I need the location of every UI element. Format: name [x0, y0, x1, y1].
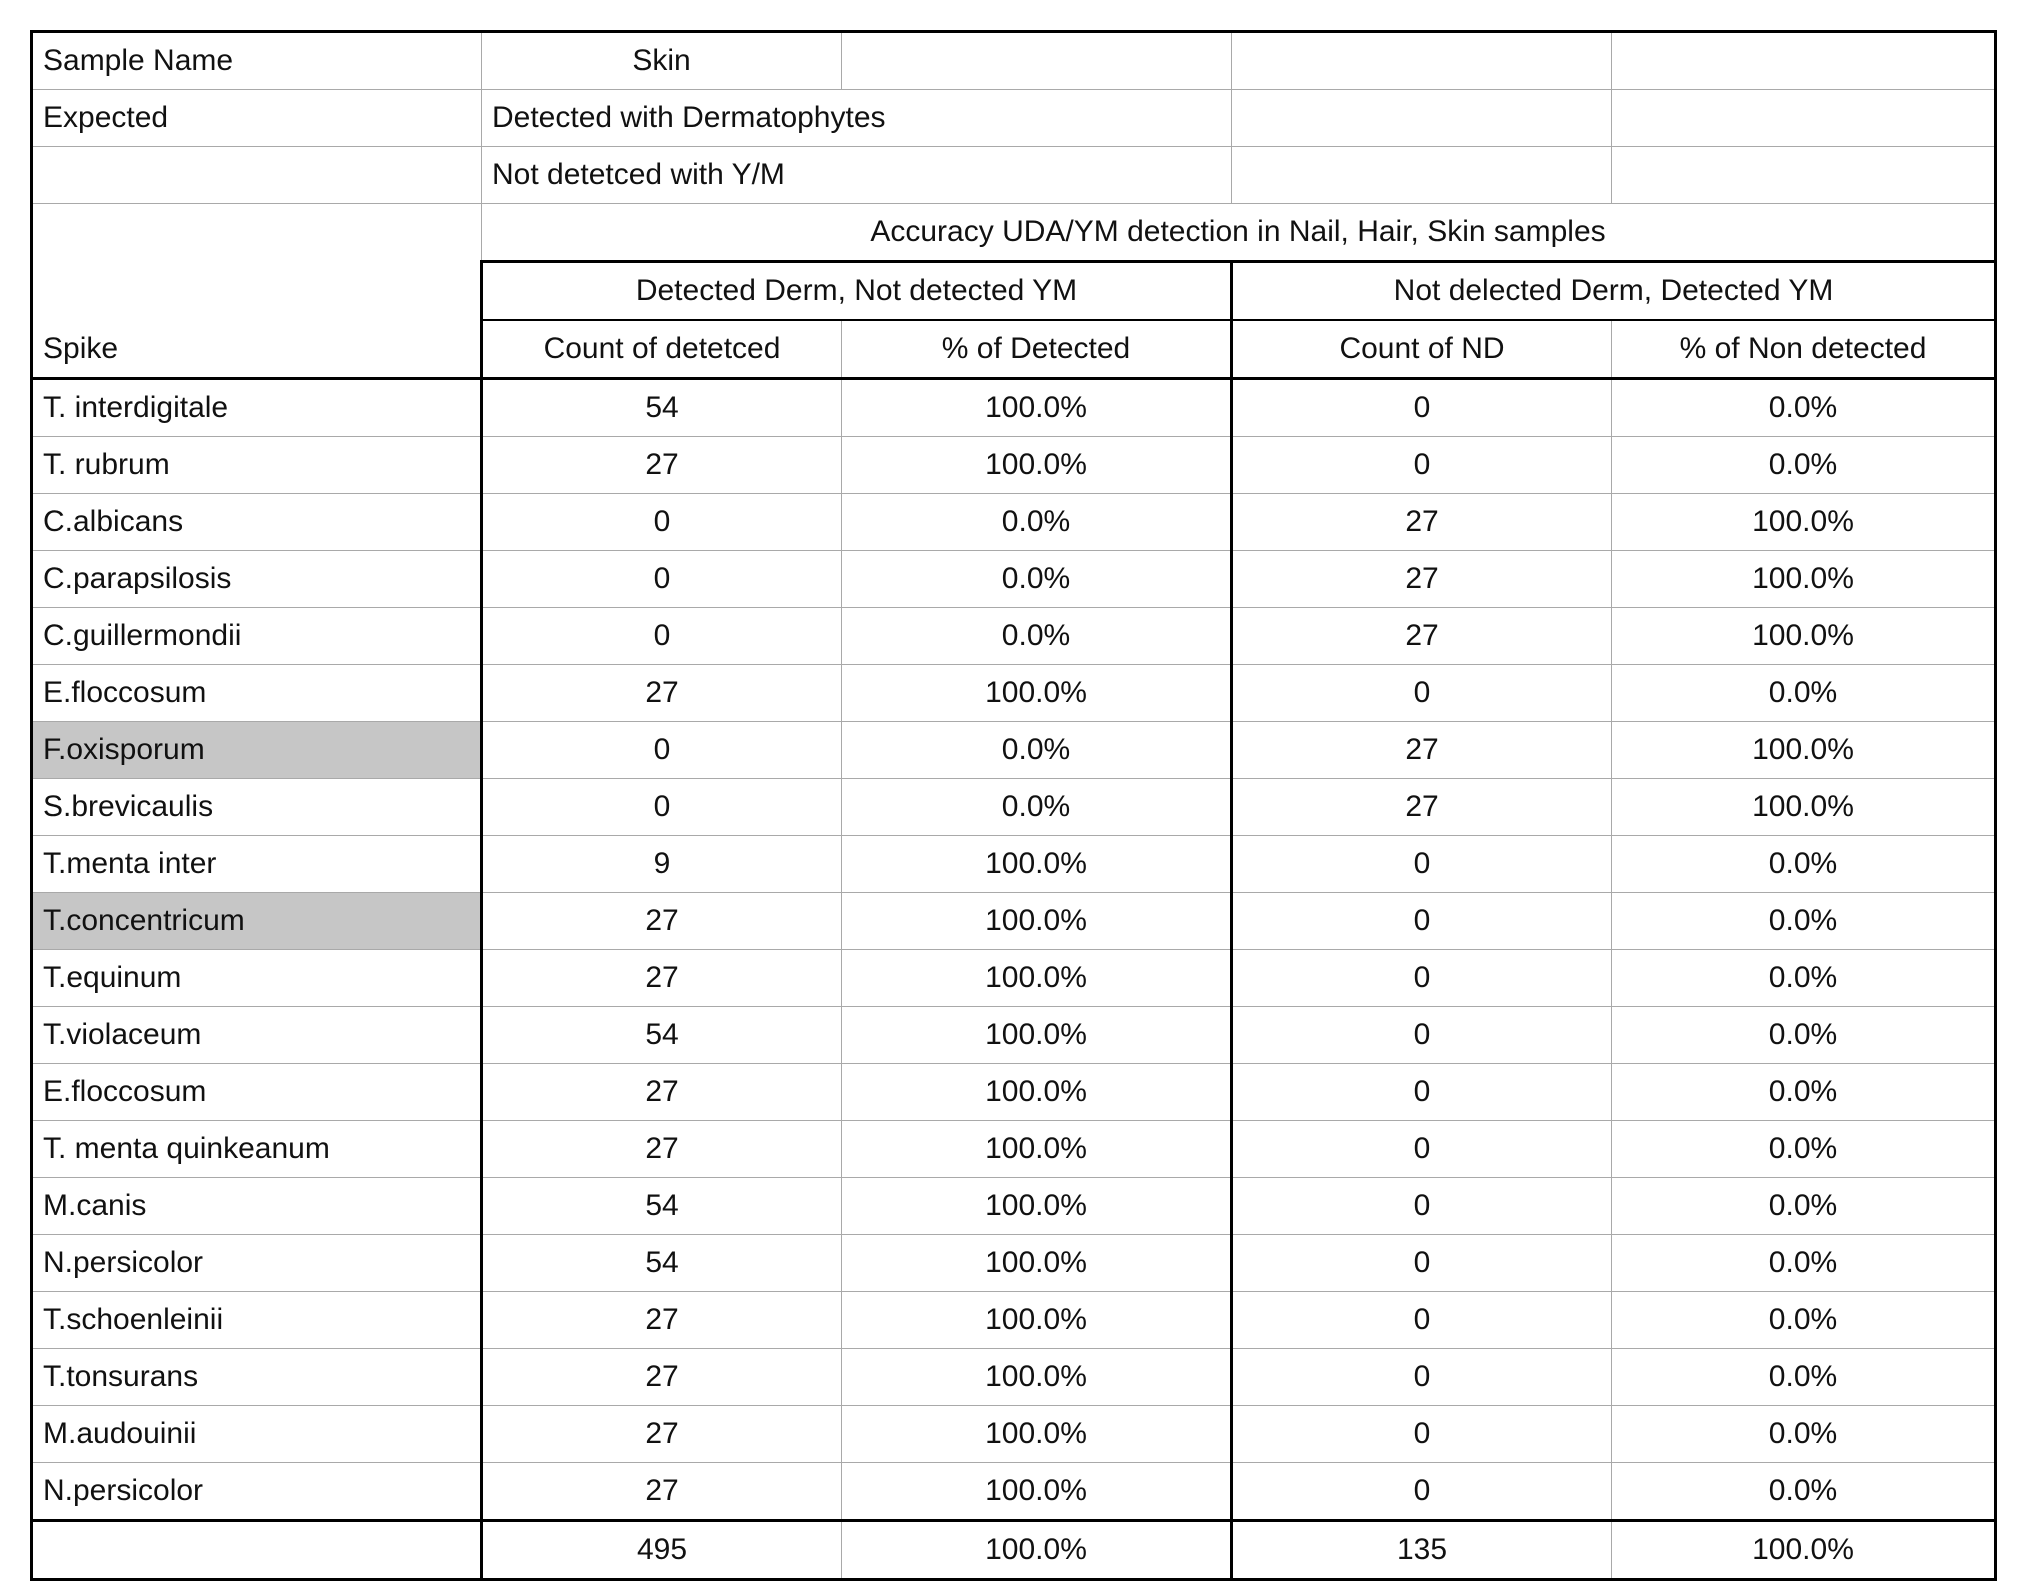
- table-row: [32, 1007, 1996, 1064]
- title-row: [32, 204, 1996, 262]
- pct-nd-cell: 0.0%: [1612, 836, 1996, 893]
- empty-cell: [842, 32, 1232, 90]
- table-row: [32, 893, 1996, 950]
- count-detected-cell: 54: [482, 1235, 842, 1292]
- spike-cell: T. menta quinkeanum: [32, 1121, 482, 1178]
- sample-name-value: Skin: [482, 32, 842, 90]
- pct-detected-cell: 100.0%: [842, 1121, 1232, 1178]
- pct-nd-cell: 0.0%: [1612, 1406, 1996, 1463]
- count-detected-cell: 0: [482, 722, 842, 779]
- pct-nd-cell: 0.0%: [1612, 1292, 1996, 1349]
- count-detected-cell: 54: [482, 379, 842, 437]
- spike-cell: T.violaceum: [32, 1007, 482, 1064]
- pct-nd-cell: 100.0%: [1612, 494, 1996, 551]
- table-row: [32, 665, 1996, 722]
- spike-cell: S.brevicaulis: [32, 779, 482, 836]
- pct-detected-cell: 0.0%: [842, 779, 1232, 836]
- pct-nd-cell: 0.0%: [1612, 1463, 1996, 1521]
- count-nd-cell: 0: [1232, 836, 1612, 893]
- spike-cell: M.audouinii: [32, 1406, 482, 1463]
- spike-cell: C.albicans: [32, 494, 482, 551]
- pct-detected-cell: 100.0%: [842, 1292, 1232, 1349]
- pct-detected-cell: 100.0%: [842, 1406, 1232, 1463]
- spike-cell: C.parapsilosis: [32, 551, 482, 608]
- count-nd-cell: 0: [1232, 437, 1612, 494]
- empty-cell: [1232, 147, 1612, 204]
- count-detected-cell: 0: [482, 608, 842, 665]
- spike-cell: T.equinum: [32, 950, 482, 1007]
- pct-nd-cell: 0.0%: [1612, 665, 1996, 722]
- count-detected-cell: 27: [482, 1406, 842, 1463]
- pct-nd-cell: 0.0%: [1612, 1349, 1996, 1406]
- count-nd-cell: 0: [1232, 1064, 1612, 1121]
- count-detected-cell: 0: [482, 494, 842, 551]
- count-nd-cell: 0: [1232, 379, 1612, 437]
- table-row: [32, 1064, 1996, 1121]
- empty-cell: [1232, 90, 1612, 147]
- empty-cell: [32, 262, 482, 321]
- group-header-row: [32, 262, 1996, 321]
- pct-nd-cell: 0.0%: [1612, 437, 1996, 494]
- empty-cell: [1232, 32, 1612, 90]
- spike-cell: T.tonsurans: [32, 1349, 482, 1406]
- count-detected-cell: 27: [482, 437, 842, 494]
- count-nd-cell: 27: [1232, 494, 1612, 551]
- pct-detected-cell: 100.0%: [842, 1178, 1232, 1235]
- expected-row-1: [32, 90, 1996, 147]
- pct-detected-cell: 100.0%: [842, 836, 1232, 893]
- table-row: [32, 494, 1996, 551]
- spike-cell: T. rubrum: [32, 437, 482, 494]
- count-detected-cell: 27: [482, 1463, 842, 1521]
- count-detected-cell: 27: [482, 1292, 842, 1349]
- pct-detected-cell: 100.0%: [842, 1007, 1232, 1064]
- spike-cell: E.floccosum: [32, 665, 482, 722]
- count-nd-cell: 0: [1232, 1178, 1612, 1235]
- expected-value-2: Not detetced with Y/M: [482, 147, 1232, 204]
- pct-nd-cell: 0.0%: [1612, 1007, 1996, 1064]
- spike-cell: T.menta inter: [32, 836, 482, 893]
- table-row: [32, 379, 1996, 437]
- count-nd-cell: 0: [1232, 893, 1612, 950]
- table-row: [32, 1121, 1996, 1178]
- total-count-nd: 135: [1232, 1521, 1612, 1580]
- empty-cell: [32, 1521, 482, 1580]
- count-nd-cell: 0: [1232, 1463, 1612, 1521]
- total-pct-detected: 100.0%: [842, 1521, 1232, 1580]
- count-detected-cell: 27: [482, 1121, 842, 1178]
- total-count-detected: 495: [482, 1521, 842, 1580]
- column-header-row: [32, 320, 1996, 379]
- count-detected-cell: 27: [482, 1349, 842, 1406]
- count-nd-cell: 0: [1232, 1406, 1612, 1463]
- pct-detected-cell: 0.0%: [842, 494, 1232, 551]
- count-nd-cell: 0: [1232, 1121, 1612, 1178]
- pct-detected-cell: 100.0%: [842, 1235, 1232, 1292]
- table-row: [32, 1178, 1996, 1235]
- count-detected-cell: 54: [482, 1007, 842, 1064]
- count-detected-cell: 27: [482, 893, 842, 950]
- table-title: Accuracy UDA/YM detection in Nail, Hair, Skin samples: [482, 204, 1996, 262]
- pct-nd-cell: 0.0%: [1612, 893, 1996, 950]
- spike-cell: F.oxisporum: [32, 722, 482, 779]
- table-row: [32, 1349, 1996, 1406]
- accuracy-table: [30, 30, 1997, 1581]
- count-nd-cell: 27: [1232, 722, 1612, 779]
- empty-cell: [1612, 90, 1996, 147]
- count-detected-cell: 54: [482, 1178, 842, 1235]
- sample-name-row: [32, 32, 1996, 90]
- count-detected-cell: 27: [482, 1064, 842, 1121]
- count-nd-cell: 0: [1232, 665, 1612, 722]
- table-row: [32, 722, 1996, 779]
- empty-cell: [1612, 147, 1996, 204]
- table-row: [32, 1463, 1996, 1521]
- pct-detected-cell: 100.0%: [842, 950, 1232, 1007]
- pct-detected-cell: 100.0%: [842, 1064, 1232, 1121]
- expected-value-1: Detected with Dermatophytes: [482, 90, 1232, 147]
- pct-detected-cell: 0.0%: [842, 608, 1232, 665]
- pct-detected-cell: 100.0%: [842, 1349, 1232, 1406]
- spike-cell: T.concentricum: [32, 893, 482, 950]
- count-nd-cell: 27: [1232, 779, 1612, 836]
- count-detected-cell: 27: [482, 950, 842, 1007]
- count-nd-cell: 0: [1232, 1292, 1612, 1349]
- pct-detected-cell: 100.0%: [842, 893, 1232, 950]
- count-detected-cell: 0: [482, 551, 842, 608]
- pct-nd-cell: 0.0%: [1612, 379, 1996, 437]
- col-header-pct-nd: % of Non detected: [1612, 320, 1996, 379]
- table-row: [32, 551, 1996, 608]
- count-nd-cell: 0: [1232, 1349, 1612, 1406]
- col-header-spike: Spike: [32, 320, 482, 379]
- table-row: [32, 779, 1996, 836]
- pct-nd-cell: 100.0%: [1612, 608, 1996, 665]
- table-row: [32, 950, 1996, 1007]
- pct-detected-cell: 100.0%: [842, 665, 1232, 722]
- pct-nd-cell: 100.0%: [1612, 779, 1996, 836]
- empty-cell: [32, 204, 482, 262]
- table-row: [32, 608, 1996, 665]
- pct-detected-cell: 0.0%: [842, 722, 1232, 779]
- spike-cell: T. interdigitale: [32, 379, 482, 437]
- spike-cell: N.persicolor: [32, 1463, 482, 1521]
- col-header-count-nd: Count of ND: [1232, 320, 1612, 379]
- spike-cell: C.guillermondii: [32, 608, 482, 665]
- pct-nd-cell: 0.0%: [1612, 1178, 1996, 1235]
- table-row: [32, 836, 1996, 893]
- spike-cell: T.schoenleinii: [32, 1292, 482, 1349]
- table-row: [32, 1406, 1996, 1463]
- count-detected-cell: 9: [482, 836, 842, 893]
- pct-nd-cell: 0.0%: [1612, 1064, 1996, 1121]
- count-detected-cell: 0: [482, 779, 842, 836]
- col-header-pct-detected: % of Detected: [842, 320, 1232, 379]
- table-row: [32, 437, 1996, 494]
- total-pct-nd: 100.0%: [1612, 1521, 1996, 1580]
- sample-name-label: Sample Name: [32, 32, 482, 90]
- count-detected-cell: 27: [482, 665, 842, 722]
- pct-nd-cell: 0.0%: [1612, 1235, 1996, 1292]
- group-header-not-detected: Not delected Derm, Detected YM: [1232, 262, 1996, 321]
- count-nd-cell: 0: [1232, 1235, 1612, 1292]
- empty-cell: [1612, 32, 1996, 90]
- pct-detected-cell: 100.0%: [842, 437, 1232, 494]
- pct-nd-cell: 0.0%: [1612, 950, 1996, 1007]
- count-nd-cell: 27: [1232, 551, 1612, 608]
- table-row: [32, 1235, 1996, 1292]
- spike-cell: E.floccosum: [32, 1064, 482, 1121]
- group-header-detected: Detected Derm, Not detected YM: [482, 262, 1232, 321]
- pct-detected-cell: 100.0%: [842, 1463, 1232, 1521]
- pct-detected-cell: 100.0%: [842, 379, 1232, 437]
- count-nd-cell: 0: [1232, 1007, 1612, 1064]
- spike-cell: N.persicolor: [32, 1235, 482, 1292]
- count-nd-cell: 27: [1232, 608, 1612, 665]
- count-nd-cell: 0: [1232, 950, 1612, 1007]
- expected-row-2: [32, 147, 1996, 204]
- pct-nd-cell: 100.0%: [1612, 551, 1996, 608]
- empty-cell: [32, 147, 482, 204]
- expected-label: Expected: [32, 90, 482, 147]
- col-header-count-detected: Count of detetced: [482, 320, 842, 379]
- pct-nd-cell: 100.0%: [1612, 722, 1996, 779]
- total-row: [32, 1521, 1996, 1580]
- table-row: [32, 1292, 1996, 1349]
- pct-detected-cell: 0.0%: [842, 551, 1232, 608]
- spike-cell: M.canis: [32, 1178, 482, 1235]
- pct-nd-cell: 0.0%: [1612, 1121, 1996, 1178]
